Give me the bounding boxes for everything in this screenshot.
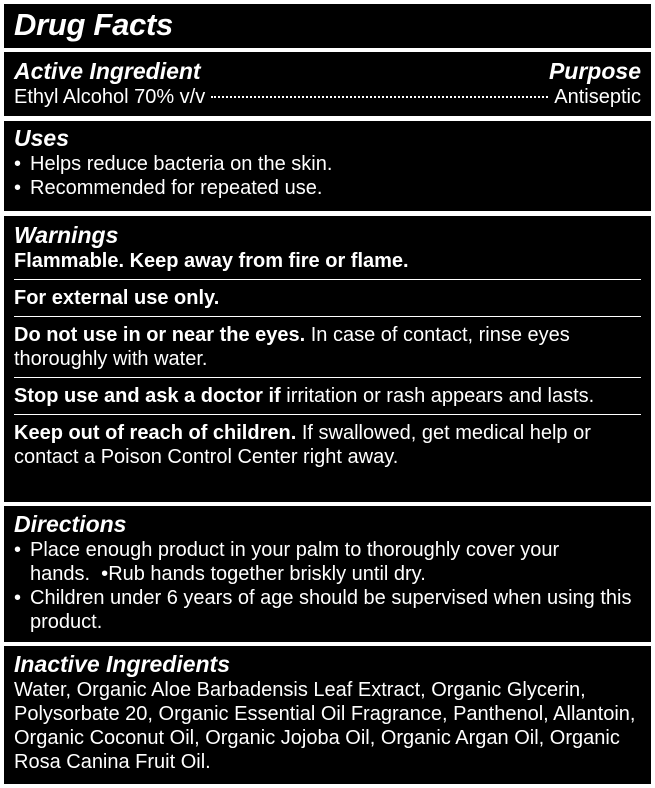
uses-item: [14, 176, 641, 200]
active-ingredient-row: [14, 85, 641, 109]
divider: [14, 414, 641, 415]
leader-dots: [211, 96, 548, 98]
uses-heading: Uses: [14, 125, 69, 151]
active-ingredient-purpose: Antiseptic: [554, 86, 641, 108]
bullet-icon: •: [14, 177, 22, 199]
directions-heading: Directions: [14, 511, 127, 537]
uses-item-text: Recommended for repeated use.: [30, 177, 323, 199]
directions-item: [14, 586, 641, 634]
active-ingredient-panel: [4, 52, 651, 116]
directions-item: [14, 538, 641, 586]
stop-use-warning: [14, 380, 641, 412]
directions-item-text: Place enough product in your palm to thoroughly cover your hands. •Rub hands together briskly until dry.: [30, 539, 560, 585]
bullet-icon: •: [14, 153, 22, 175]
uses-item: [14, 152, 641, 176]
directions-step-rub: Rub hands together briskly until dry.: [108, 563, 426, 585]
children-warning-bold: Keep out of reach of children.: [14, 422, 297, 444]
bullet-icon: •: [14, 539, 22, 561]
children-warning-text: If swallowed, get medical help or contact a Poison Control Center right away.: [14, 422, 591, 468]
warnings-panel: [4, 216, 651, 502]
inactive-ingredients-panel: [4, 646, 651, 784]
active-ingredient-heading: Active Ingredient: [14, 58, 201, 84]
divider: [14, 377, 641, 378]
eyes-warning-text: In case of contact, rinse eyes thoroughly with water.: [14, 324, 570, 370]
flammable-warning: Flammable. Keep away from fire or flame.: [14, 250, 409, 272]
directions-item-text: Children under 6 years of age should be supervised when using this product.: [30, 587, 632, 633]
external-use-warning: For external use only.: [14, 287, 220, 309]
stop-use-bold: Stop use and ask a doctor if: [14, 385, 281, 407]
active-ingredient-name: Ethyl Alcohol 70% v/v: [14, 86, 206, 108]
eyes-warning: [14, 319, 641, 375]
inactive-ingredients-heading: Inactive Ingredients: [14, 651, 231, 677]
divider: [14, 279, 641, 280]
eyes-warning-bold: Do not use in or near the eyes.: [14, 324, 306, 346]
purpose-heading: Purpose: [548, 58, 641, 84]
bullet-icon: •: [14, 587, 22, 609]
warnings-heading: Warnings: [14, 222, 119, 248]
divider: [14, 316, 641, 317]
inactive-ingredients-text: Water, Organic Aloe Barbadensis Leaf Extract, Organic Glycerin, Polysorbate 20, Organic Essential Oil Fragrance, Panthenol, Allantoin, Organic Coconut Oil, Organic Jojoba Oil, Organic Argan Oil, Organic Rosa Canina Fruit Oil.: [14, 679, 636, 773]
uses-panel: [4, 121, 651, 211]
active-heading-row: [14, 58, 641, 85]
stop-use-text: irritation or rash appears and lasts.: [286, 385, 595, 407]
directions-step-place: Place enough product in your palm to thoroughly cover your hands.: [30, 539, 560, 585]
children-warning: [14, 417, 641, 473]
page-title: Drug Facts: [14, 7, 173, 42]
uses-item-text: Helps reduce bacteria on the skin.: [30, 153, 333, 175]
directions-panel: [4, 506, 651, 642]
title-panel: [4, 4, 651, 48]
